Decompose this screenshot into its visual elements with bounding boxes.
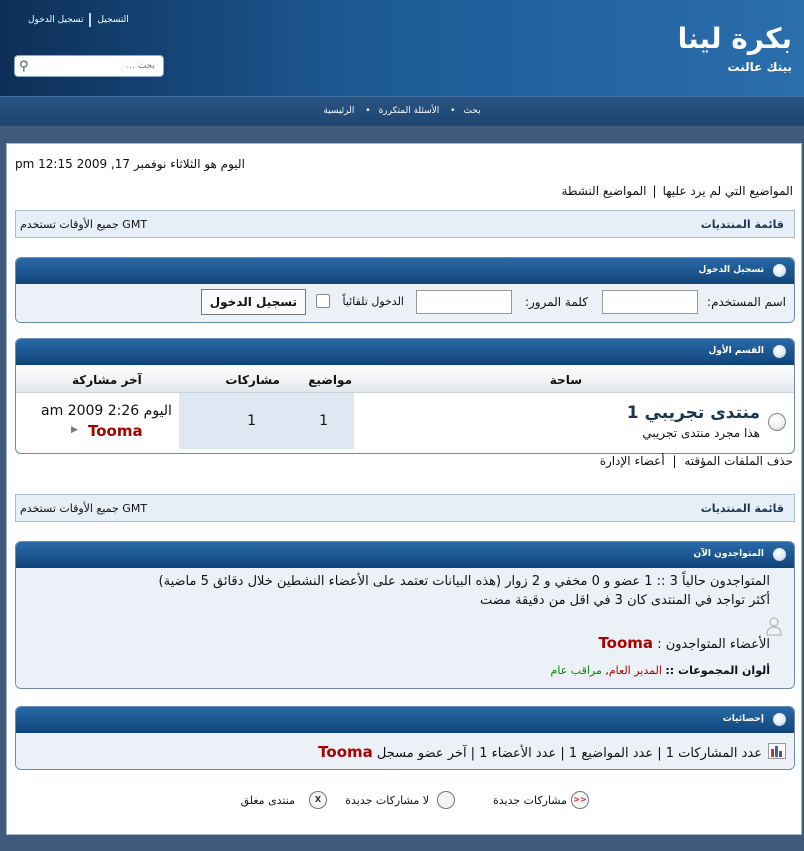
search-icon[interactable]: ⚲	[19, 59, 29, 74]
divider: |	[652, 184, 657, 198]
locked-forum-icon: X	[309, 791, 327, 809]
posts-count: 1	[247, 413, 256, 429]
nav-home[interactable]: الرئيسية	[323, 106, 355, 116]
online-body	[16, 568, 794, 689]
stats-line	[318, 743, 762, 761]
login-panel-title: تسجيل الدخول	[698, 265, 764, 275]
divider: |	[672, 454, 677, 468]
group-mod-link[interactable]: مراقب عام	[550, 664, 602, 677]
forum-row	[16, 393, 794, 449]
login-panel	[15, 257, 795, 323]
topics-count: 1	[319, 413, 328, 429]
login-panel-header	[16, 258, 794, 284]
stats-header	[16, 707, 794, 733]
site-header	[0, 0, 804, 96]
no-new-posts-icon	[437, 791, 455, 809]
category-panel	[15, 338, 795, 454]
last-post-time: اليوم 2:26 2009 am	[41, 403, 172, 419]
nav-links	[0, 106, 804, 116]
top-links	[28, 13, 129, 27]
category-header	[16, 339, 794, 365]
register-link[interactable]: التسجيل	[97, 15, 129, 25]
stats-title: إحصائيات	[722, 714, 764, 724]
timezone-note: جميع الأوقات تستخدم GMT	[20, 218, 148, 231]
timezone-note: جميع الأوقات تستخدم GMT	[20, 502, 148, 515]
forum-table-header	[16, 365, 794, 393]
team-link[interactable]: أعضاء الإدارة	[599, 454, 665, 468]
search-box	[14, 55, 164, 77]
divider	[89, 13, 91, 27]
forum-cell	[354, 393, 794, 449]
col-topics: مواضيع	[308, 373, 352, 387]
group-legend-label: ألوان المجموعات ::	[665, 664, 770, 677]
navbar	[0, 96, 804, 126]
forum-index-link[interactable]: قائمة المنتديات	[700, 502, 784, 515]
forum-index-bar-bottom	[15, 494, 795, 522]
legend-new-posts	[493, 794, 567, 807]
online-record: أكثر تواجد في المنتدى كان 3 في اقل من دقيقة مضت	[479, 593, 770, 608]
forum-title-link[interactable]: منتدى تجريبي 1	[626, 403, 760, 423]
legend-locked	[241, 794, 295, 807]
password-label: كلمة المرور:	[524, 295, 588, 309]
page-content	[6, 143, 802, 835]
stats-body	[16, 733, 794, 770]
login-panel-body	[16, 284, 794, 322]
nav-search[interactable]: بحث	[463, 106, 481, 116]
active-topics-link[interactable]: المواضيع النشطة	[561, 184, 647, 198]
forum-status-icon	[768, 413, 786, 431]
last-post-cell	[16, 393, 179, 449]
forum-index-bar	[15, 210, 795, 238]
current-date: اليوم هو الثلاثاء نوفمبر 17, 2009 12:15 pm	[15, 157, 245, 171]
site-title[interactable]: بكرة لينا	[677, 22, 792, 55]
col-posts: مشاركات	[225, 373, 280, 387]
new-posts-icon: <<	[571, 791, 589, 809]
panel-bullet-icon	[773, 345, 786, 358]
stats-chart-icon	[768, 743, 786, 759]
forum-counts	[179, 393, 354, 449]
autologin-checkbox[interactable]	[316, 294, 330, 308]
view-latest-post-icon[interactable]: ▶	[71, 425, 78, 435]
newest-member-link[interactable]: Tooma	[318, 743, 373, 761]
nav-bullet: •	[450, 106, 456, 116]
quick-links	[561, 184, 793, 198]
statistics-panel	[15, 706, 795, 770]
unanswered-topics-link[interactable]: المواضيع التي لم يرد عليها	[662, 184, 793, 198]
panel-bullet-icon	[773, 264, 786, 277]
site-description: بيتك عالنت	[727, 60, 792, 74]
autologin-label: الدخول تلقائياً	[342, 295, 404, 308]
forum-index-link[interactable]: قائمة المنتديات	[700, 218, 784, 231]
login-link[interactable]: تسجيل الدخول	[28, 15, 84, 25]
group-legend: ألوان المجموعات :: المدير العام, مراقب عام	[550, 664, 770, 677]
group-admin-link[interactable]: المدير العام	[608, 664, 662, 677]
forum-description: هذا مجرد منتدى تجريبي	[642, 426, 760, 440]
delete-cookies-link[interactable]: حذف الملفات المؤقته	[684, 454, 793, 468]
online-members-line	[598, 634, 770, 652]
col-forum: ساحة	[549, 373, 582, 387]
nav-bullet: •	[365, 106, 371, 116]
username-label: اسم المستخدم:	[707, 295, 786, 309]
login-button[interactable]: تسجيل الدخول	[201, 289, 306, 315]
panel-bullet-icon	[773, 548, 786, 561]
online-header	[16, 542, 794, 568]
online-summary: المتواجدون حالياً 3 :: 1 عضو و 0 مخفي و 2 زوار (هذه البيانات تعتمد على الأعضاء النشطين خلال دقائق 5 ماضية)	[158, 574, 770, 589]
legend-no-new	[345, 794, 429, 807]
category-title[interactable]: القسم الأول	[708, 346, 764, 356]
who-is-online-panel	[15, 541, 795, 689]
legend-locked-label: منتدى مغلق	[240, 794, 295, 807]
online-member-link[interactable]: Tooma	[598, 634, 654, 652]
user-silhouette-icon	[766, 616, 782, 636]
legend-no-new-label: لا مشاركات جديدة	[345, 794, 429, 807]
password-field[interactable]	[416, 290, 512, 314]
nav-faq[interactable]: الأسئلة المتكررة	[378, 106, 440, 116]
stats-text: عدد المشاركات 1 | عدد المواضيع 1 | عدد الأعضاء 1 | آخر عضو مسجل	[376, 746, 762, 761]
username-field[interactable]	[602, 290, 698, 314]
online-members-label: الأعضاء المتواجدون :	[657, 637, 770, 652]
login-form	[16, 284, 794, 320]
delete-cookies-line	[600, 454, 793, 468]
col-last-post: آخر مشاركة	[72, 373, 142, 387]
online-title: المتواجدون الآن	[693, 549, 764, 559]
search-input[interactable]	[37, 58, 155, 74]
panel-bullet-icon	[773, 713, 786, 726]
last-poster-link[interactable]: Tooma	[88, 422, 143, 440]
legend-new-posts-label: مشاركات جديدة	[493, 794, 567, 807]
